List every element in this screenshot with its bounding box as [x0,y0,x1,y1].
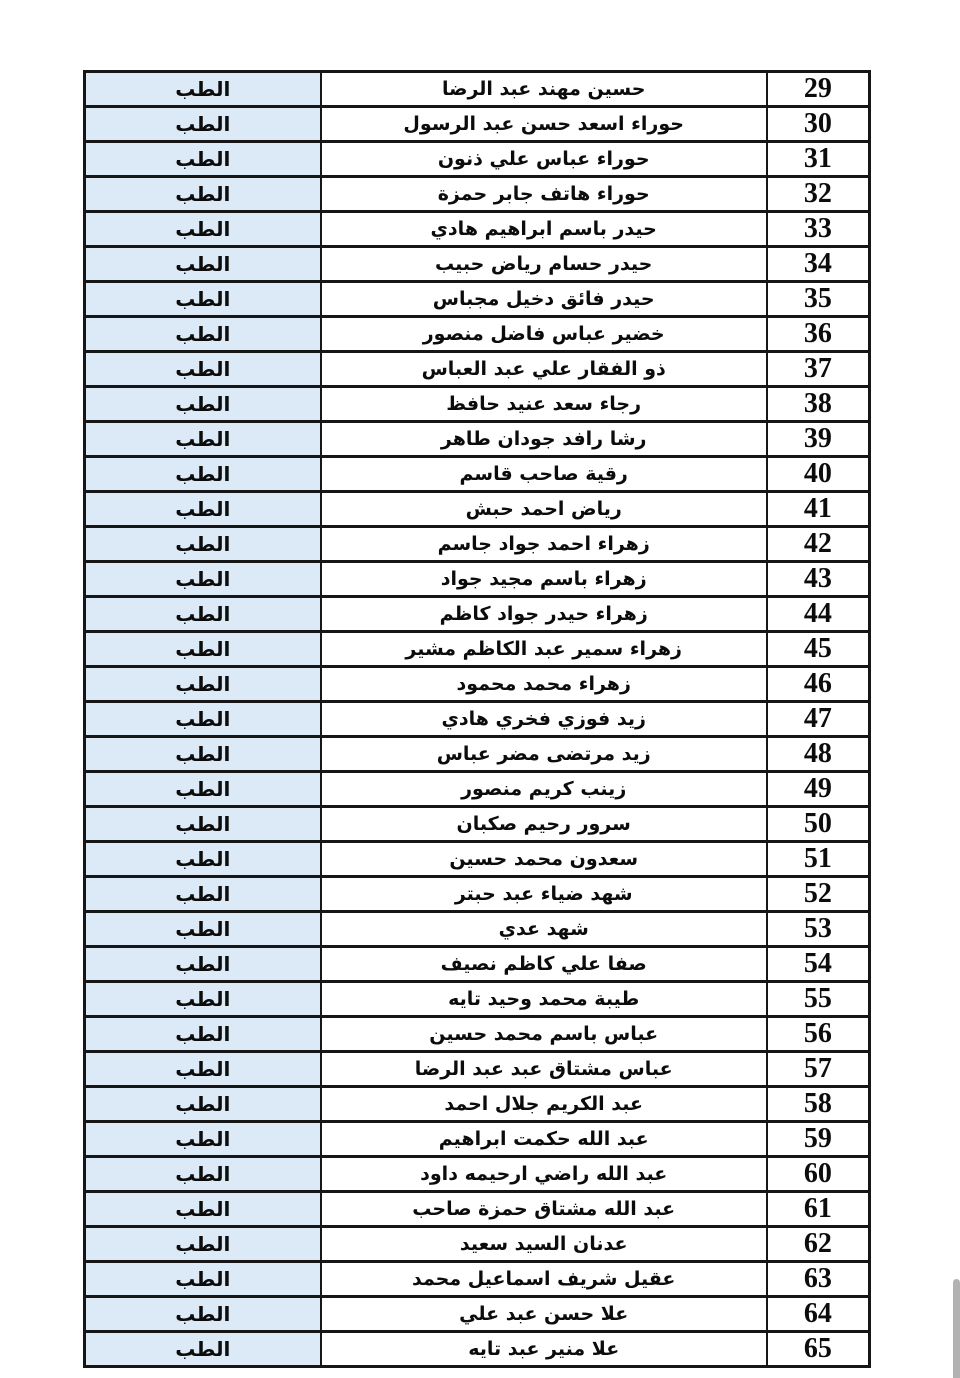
student-name-cell: علا منير عبد تايه [321,1332,767,1367]
department-cell: الطب [85,982,321,1017]
department-cell: الطب [85,177,321,212]
student-name-cell: ذو الفقار علي عبد العباس [321,352,767,387]
student-name-cell: حيدر حسام رياض حبيب [321,247,767,282]
table-row [85,72,870,107]
department-cell: الطب [85,702,321,737]
student-name-cell: شهد عدي [321,912,767,947]
department-cell: الطب [85,387,321,422]
department-cell: الطب [85,1332,321,1367]
student-name-cell: علا حسن عبد علي [321,1297,767,1332]
department-cell: الطب [85,352,321,387]
table-row [85,1052,870,1087]
row-number-cell: 36 [767,317,870,352]
table-row [85,667,870,702]
student-name-cell: عدنان السيد سعيد [321,1227,767,1262]
row-number-cell: 61 [767,1192,870,1227]
student-name-cell: حيدر فائق دخيل مجباس [321,282,767,317]
row-number-cell: 54 [767,947,870,982]
table-row [85,177,870,212]
student-name-cell: سرور رحيم صكبان [321,807,767,842]
row-number-cell: 56 [767,1017,870,1052]
table-row [85,1192,870,1227]
student-name-cell: زيد فوزي فخري هادي [321,702,767,737]
student-name-cell: شهد ضياء عبد حبتر [321,877,767,912]
department-cell: الطب [85,317,321,352]
student-name-cell: زهراء حيدر جواد كاظم [321,597,767,632]
table-row [85,772,870,807]
table-row [85,317,870,352]
row-number-cell: 57 [767,1052,870,1087]
table-row [85,247,870,282]
student-name-cell: زهراء احمد جواد جاسم [321,527,767,562]
department-cell: الطب [85,877,321,912]
row-number-cell: 29 [767,72,870,107]
department-cell: الطب [85,947,321,982]
row-number-cell: 65 [767,1332,870,1367]
row-number-cell: 59 [767,1122,870,1157]
table-row [85,1297,870,1332]
row-number-cell: 37 [767,352,870,387]
student-name-cell: حيدر باسم ابراهيم هادي [321,212,767,247]
student-name-cell: زينب كريم منصور [321,772,767,807]
row-number-cell: 43 [767,562,870,597]
row-number-cell: 52 [767,877,870,912]
row-number-cell: 51 [767,842,870,877]
student-name-cell: صفا علي كاظم نصيف [321,947,767,982]
table-row [85,702,870,737]
student-name-cell: عبد الله مشتاق حمزة صاحب [321,1192,767,1227]
student-name-cell: عبد الله حكمت ابراهيم [321,1122,767,1157]
row-number-cell: 44 [767,597,870,632]
row-number-cell: 30 [767,107,870,142]
department-cell: الطب [85,457,321,492]
student-name-cell: حسين مهند عبد الرضا [321,72,767,107]
department-cell: الطب [85,72,321,107]
table-row [85,422,870,457]
department-cell: الطب [85,247,321,282]
table-row [85,1157,870,1192]
student-roster-table [83,70,871,1368]
row-number-cell: 46 [767,667,870,702]
row-number-cell: 58 [767,1087,870,1122]
row-number-cell: 39 [767,422,870,457]
row-number-cell: 48 [767,737,870,772]
table-row [85,842,870,877]
table-row [85,597,870,632]
table-row [85,142,870,177]
department-cell: الطب [85,667,321,702]
row-number-cell: 35 [767,282,870,317]
row-number-cell: 64 [767,1297,870,1332]
department-cell: الطب [85,1122,321,1157]
student-name-cell: رياض احمد حبش [321,492,767,527]
table-row [85,912,870,947]
table-row [85,492,870,527]
row-number-cell: 62 [767,1227,870,1262]
department-cell: الطب [85,1087,321,1122]
department-cell: الطب [85,1262,321,1297]
student-name-cell: طيبة محمد وحيد تايه [321,982,767,1017]
table-row [85,107,870,142]
scrollbar-thumb[interactable] [953,1279,960,1378]
row-number-cell: 42 [767,527,870,562]
department-cell: الطب [85,1052,321,1087]
student-name-cell: زهراء محمد محمود [321,667,767,702]
student-name-cell: رجاء سعد عنيد حافظ [321,387,767,422]
row-number-cell: 32 [767,177,870,212]
table-row [85,527,870,562]
department-cell: الطب [85,142,321,177]
table-row [85,947,870,982]
student-name-cell: عقيل شريف اسماعيل محمد [321,1262,767,1297]
department-cell: الطب [85,772,321,807]
student-name-cell: زهراء باسم مجيد جواد [321,562,767,597]
student-name-cell: رشا رافد جودان طاهر [321,422,767,457]
row-number-cell: 55 [767,982,870,1017]
department-cell: الطب [85,422,321,457]
row-number-cell: 45 [767,632,870,667]
table-row [85,352,870,387]
student-name-cell: حوراء اسعد حسن عبد الرسول [321,107,767,142]
row-number-cell: 40 [767,457,870,492]
student-name-cell: عبد الكريم جلال احمد [321,1087,767,1122]
department-cell: الطب [85,1157,321,1192]
student-name-cell: عبد الله راضي ارحيمه داود [321,1157,767,1192]
table-row [85,212,870,247]
department-cell: الطب [85,492,321,527]
row-number-cell: 33 [767,212,870,247]
table-row [85,282,870,317]
department-cell: الطب [85,1227,321,1262]
student-name-cell: زهراء سمير عبد الكاظم مشير [321,632,767,667]
department-cell: الطب [85,1017,321,1052]
table-row [85,457,870,492]
row-number-cell: 50 [767,807,870,842]
row-number-cell: 60 [767,1157,870,1192]
department-cell: الطب [85,912,321,947]
row-number-cell: 38 [767,387,870,422]
row-number-cell: 41 [767,492,870,527]
table-row [85,1087,870,1122]
student-name-cell: رقية صاحب قاسم [321,457,767,492]
row-number-cell: 53 [767,912,870,947]
table-row [85,1262,870,1297]
student-name-cell: زيد مرتضى مضر عباس [321,737,767,772]
department-cell: الطب [85,737,321,772]
table-row [85,982,870,1017]
table-row [85,1227,870,1262]
department-cell: الطب [85,807,321,842]
row-number-cell: 31 [767,142,870,177]
student-name-cell: عباس مشتاق عبد عبد الرضا [321,1052,767,1087]
department-cell: الطب [85,562,321,597]
table-row [85,877,870,912]
department-cell: الطب [85,842,321,877]
student-name-cell: خضير عباس فاضل منصور [321,317,767,352]
department-cell: الطب [85,282,321,317]
table-row [85,632,870,667]
department-cell: الطب [85,1192,321,1227]
row-number-cell: 63 [767,1262,870,1297]
table-row [85,1332,870,1367]
table-row [85,737,870,772]
table-row [85,387,870,422]
table-row [85,807,870,842]
row-number-cell: 49 [767,772,870,807]
student-name-cell: حوراء عباس علي ذنون [321,142,767,177]
table-row [85,1017,870,1052]
student-name-cell: سعدون محمد حسين [321,842,767,877]
department-cell: الطب [85,632,321,667]
department-cell: الطب [85,212,321,247]
department-cell: الطب [85,597,321,632]
department-cell: الطب [85,527,321,562]
table-row [85,1122,870,1157]
table-row [85,562,870,597]
row-number-cell: 47 [767,702,870,737]
table-body [85,72,870,1367]
student-name-cell: عباس باسم محمد حسين [321,1017,767,1052]
row-number-cell: 34 [767,247,870,282]
department-cell: الطب [85,107,321,142]
department-cell: الطب [85,1297,321,1332]
student-name-cell: حوراء هاتف جابر حمزة [321,177,767,212]
